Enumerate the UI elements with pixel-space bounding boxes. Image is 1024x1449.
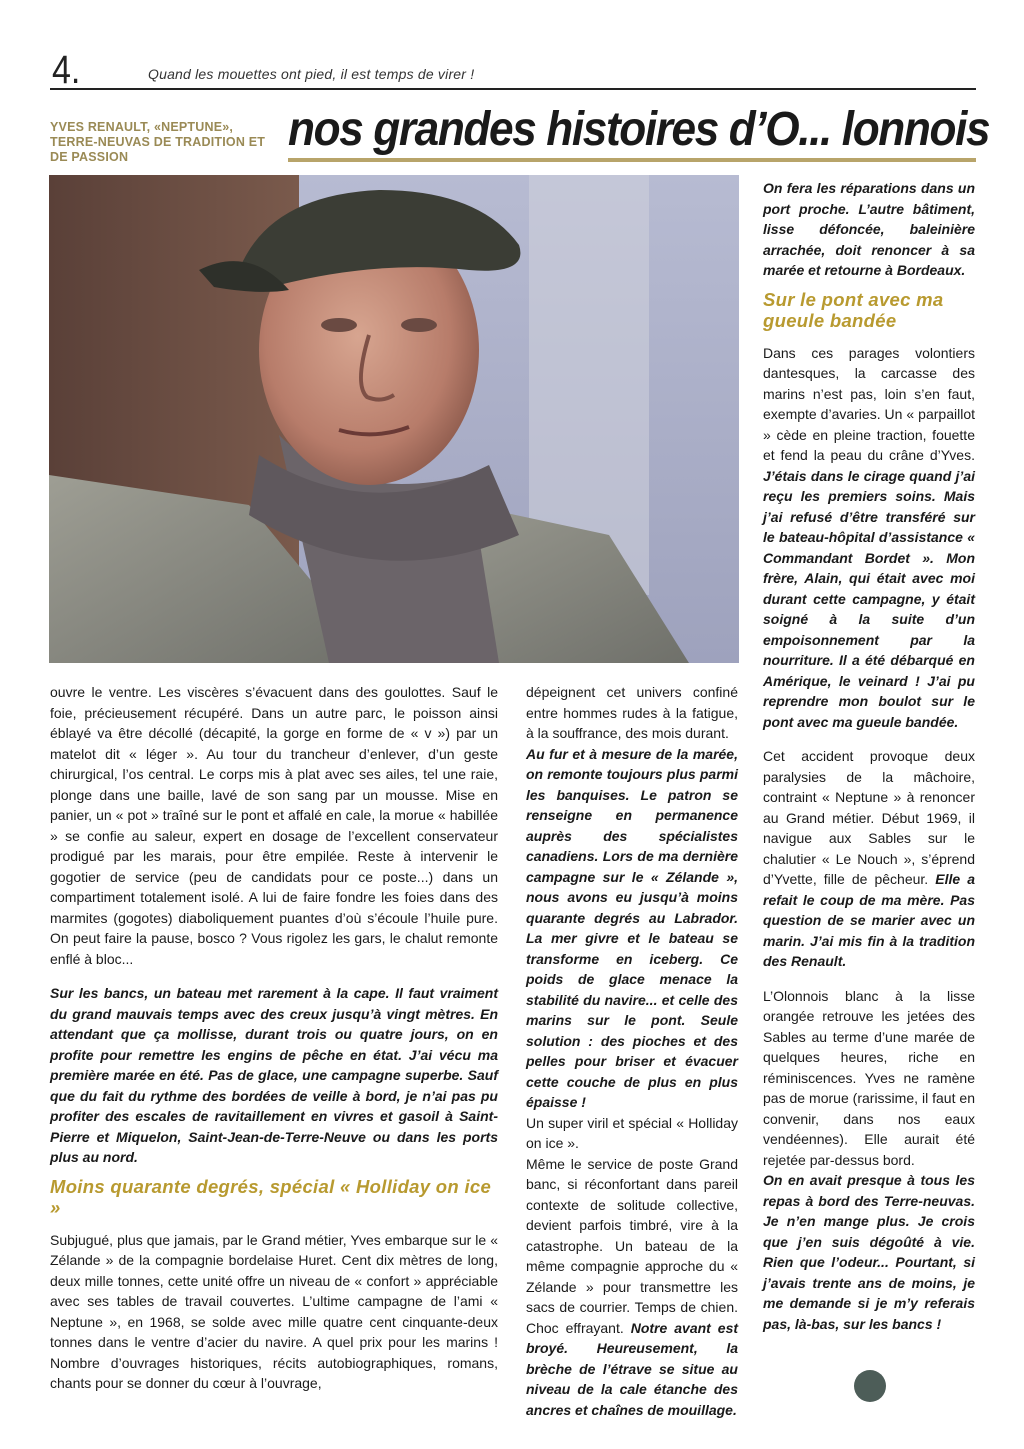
- body-paragraph: [763, 746, 975, 972]
- article-headline: nos grandes histoires d’O... lonnois: [288, 103, 990, 156]
- body-paragraph: Subjugué, plus que jamais, par le Grand métier, Yves embarque sur le « Zélande » de la compagnie bordelaise Huret. Cent dix mètres de long, deux mille tonnes, cette unité offre un niveau de « confort » appréciable avec ses tables de travail couvertes. L’ultime campagne de l’ami « Neptune », en 1968, se solde avec mille quatre cent cinquante-deux tonnes dans le ventre d’acier du navire. A quel prix pour les marins ! Nombre d’ouvrages historiques, récits autobiographiques, romans, chants pour se donner du cœur à l’ouvrage,: [50, 1231, 498, 1391]
- body-text: Dans ces parages volontiers dantesques, la carcasse des marins n’est pas, loin s’en faut, exempte d’avaries. Un « parpaillot » cède en pleine traction, fouette et fend la peau du crâne d’Yves.: [763, 344, 975, 463]
- article-column-3: [763, 178, 975, 1334]
- interview-quote: J’étais dans le cirage quand j’ai reçu les premiers soins. Mais j’ai refusé d’être transféré sur le bateau-hôpital d’assistance « Commandant Bordet ». Mon frère, Alain, qui était avec moi durant cette campagne, y était soigné à la suite d’un empoisonnement par la nourriture. Il a été débarqué en Amérique, le veinard ! J’ai pu reprendre mon boulot sur le pont avec ma gueule bandée.: [763, 467, 975, 730]
- body-text: Même le service de poste Grand banc, si réconfortant dans pareil contexte de solitude collective, devient parfois timbré, vire à la catastrophe. Un bateau de la même compagnie approche du « Zélande » pour transmettre les sacs de courrier. Temps de chien. Choc effrayant.: [526, 1155, 738, 1336]
- body-paragraph: Un super viril et spécial « Holliday on ice ».: [526, 1114, 738, 1151]
- body-paragraph: [526, 1154, 738, 1421]
- body-text: Cet accident provoque deux paralysies de la mâchoire, contraint « Neptune » à renoncer au Grand métier. Début 1969, il navigue aux Sables sur le chalutier « Le Nouch », s’éprend d’Yvette, fille de pêcheur.: [763, 748, 975, 887]
- interview-quote: Elle a refait le coup de ma mère. Pas question de se marier avec un marin. J’ai mis fin à la tradition des Renault.: [763, 871, 975, 969]
- body-paragraph: dépeignent cet univers confiné entre hommes rudes à la fatigue, à la souffrance, des mois durant.: [526, 684, 738, 741]
- body-paragraph: ouvre le ventre. Les viscères s’évacuent dans des goulottes. Sauf le foie, précieusement récupéré. Dans un autre parc, le poisson ainsi éblayé va être décollé (décapité, la gorge en forme de « v ») par un matelot dit « léger ». Au tour du trancheur d’enlever, d’un geste chirurgical, l’os central. Le corps mis à plat avec ses ailes, tel une raie, plonge dans une baille, lavé de son sang par un mousse. Mise en panier, un « pot » traîné sur le pont et affalé en cale, la morue « habillée » se confie au saleur, expert en dosage de l’excellent conservateur prodigué par les marais, pour être empilée. Reste à intervenir le gogotier de service (peu de candidats pour ce poste...) dans un compartiment totalement isolé. A lui de faire fondre les foies dans des marmites (gogotes) diaboliquement puantes d’où s’écoule l’huile pure. On peut faire la pause, bosco ? Vous rigolez les gars, le chalut remonte enflé à bloc...: [50, 684, 498, 967]
- article-kicker: YVES RENAULT, «NEPTUNE», TERRE-NEUVAS DE TRADITION ET DE PASSION: [50, 120, 266, 164]
- interview-quote: Sur les bancs, un bateau met rarement à la cape. Il faut vraiment du grand mauvais temps avec des creux jusqu’à vingt mètres. En attendant que ça mollisse, durant trois ou quatre jours, on en profite pour remettre les engins de pêche en état. J’ai vécu ma première marée en été. Pas de glace, une campagne superbe. Sauf que du fait du rythme des bordées de veille à bord, je n’ai pas pu profiter des escales de ravitaillement en vivres et gasoil à Saint-Pierre et Miquelon, Saint-Jean-de-Terre-Neuve ou dans les ports plus au nord.: [50, 985, 498, 1165]
- interview-quote: On en avait presque à tous les repas à bord des Terre-neuvas. Je n’en mange plus. Je crois que j’en suis dégoûté à vie. Rien que l’odeur... Pourtant, si j’avais trente ans de moins, je me demande si je m’y referais pas, là-bas, sur les bancs !: [763, 1172, 975, 1332]
- page-header: [50, 50, 976, 90]
- section-subhead: Moins quarante degrés, spécial « Holliday on ice »: [50, 1175, 492, 1218]
- body-paragraph: L’Olonnois blanc à la lisse orangée retrouve les jetées des Sables au terme d’une marée de quelques heures, riche en réminiscences. Yves ne ramène pas de morue (rarissime, il faut en convenir, dans nos eaux vendéennes). Elle aurait été rejetée par-dessus bord.: [763, 987, 975, 1168]
- portrait-illustration: [49, 175, 739, 663]
- interview-quote: On fera les réparations dans un port proche. L’autre bâtiment, lisse défoncée, baleinière arrachée, doit renoncer à sa marée et retourne à Bordeaux.: [763, 180, 975, 278]
- interview-quote: Au fur et à mesure de la marée, on remonte toujours plus parmi les banquises. Le patron se renseigne en permanence auprès des spécialistes canadiens. Lors de ma dernière campagne sur le « Zélande », nous avons eu jusqu’à moins quarante degrés au Labrador. La mer givre et le bateau se transforme en iceberg. Ce poids de glace menace la stabilité du navire... et celle des marins sur le pont. Seule solution : des pioches et des pelles pour briser et évacuer cette couche de plus en plus épaisse !: [526, 745, 738, 1110]
- article-column-2: [526, 682, 738, 1420]
- header-tagline: Quand les mouettes ont pied, il est temps de virer !: [148, 66, 475, 82]
- end-of-article-dot: [854, 1370, 886, 1402]
- portrait-photo: [49, 175, 739, 663]
- interview-quote: Notre avant est broyé. Heureusement, la brèche de l’étrave se situe au niveau de la cale étanche des ancres et chaînes de mouillage.: [526, 1319, 739, 1418]
- section-subhead: Sur le pont avec ma gueule bandée: [763, 288, 944, 331]
- page-number: 4.: [52, 48, 81, 92]
- body-paragraph: [763, 343, 975, 733]
- article-column-1: [50, 682, 498, 1394]
- headline-rule: [288, 158, 976, 162]
